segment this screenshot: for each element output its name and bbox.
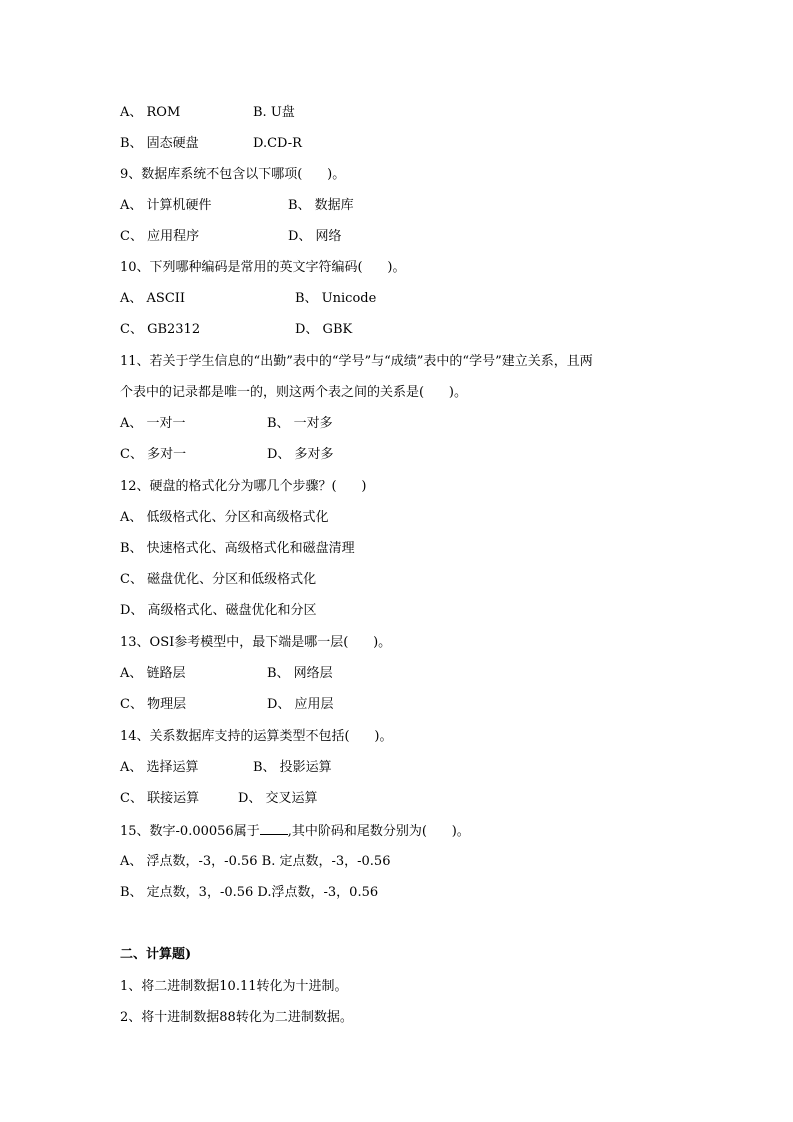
q8-option-a: A、 ROM [120,105,181,120]
q11-option-d: D、 多对多 [267,447,334,462]
q10-options-row-2 [120,320,353,340]
q14-option-d: D、 交叉运算 [238,791,318,806]
q15-stem-before: 15、数字-0.00056属于 [120,824,260,839]
q9-option-a: A、 计算机硬件 [120,198,212,213]
q14-options-row-1 [120,758,332,778]
q14-option-b: B、 投影运算 [253,760,332,775]
q12-option-d: D、 高级格式化、磁盘优化和分区 [120,603,317,618]
q15-stem-after: ,其中阶码和尾数分别为( )。 [287,824,470,839]
q8-option-c: B、 固态硬盘 [120,136,199,151]
q12-stem: 12、硬盘的格式化分为哪几个步骤？( ) [120,479,367,494]
q10-option-a: A、 ASCII [120,291,186,306]
q12-option-c: C、 磁盘优化、分区和低级格式化 [120,572,317,587]
q9-options-row-1 [120,196,354,216]
q15-options-line-b: B、 定点数，3，-0.56 D.浮点数，-3，0.56 [120,885,379,900]
calc-question-1: 1、将二进制数据10.11转化为十进制。 [120,979,348,994]
q9-option-c: C、 应用程序 [120,229,200,244]
q10-stem: 10、下列哪种编码是常用的英文字符编码( )。 [120,260,406,275]
q15-stem [120,821,470,841]
q14-option-c: C、 联接运算 [120,791,200,806]
q15-fill-blank [260,821,288,835]
q8-option-b: B. U盘 [253,105,295,120]
q11-option-a: A、 一对一 [120,416,186,431]
q15-options-line-a: A、 浮点数，-3，-0.56 B. 定点数，-3，-0.56 [120,854,391,869]
q13-option-a: A、 链路层 [120,666,186,681]
section-2-heading: 二、计算题) [120,947,192,962]
q13-option-b: B、 网络层 [267,666,333,681]
q8-option-d: D.CD-R [253,136,302,151]
q14-option-a: A、 选择运算 [120,760,199,775]
q13-stem: 13、OSI参考模型中，最下端是哪一层( )。 [120,635,392,650]
q8-options-row-2 [120,134,302,154]
q11-options-row-1 [120,414,333,434]
q11-option-c: C、 多对一 [120,447,187,462]
q10-options-row-1 [120,289,377,309]
q9-options-row-2 [120,227,342,247]
q13-option-d: D、 应用层 [267,697,334,712]
q9-option-b: B、 数据库 [288,198,354,213]
q10-option-c: C、 GB2312 [120,322,201,337]
q11-option-b: B、 一对多 [267,416,333,431]
q12-option-a: A、 低级格式化、分区和高级格式化 [120,510,329,525]
q8-options-row-1 [120,103,295,123]
q13-options-row-1 [120,664,333,684]
q13-options-row-2 [120,695,334,715]
q12-option-b: B、 快速格式化、高级格式化和磁盘清理 [120,541,355,556]
q9-stem: 9、数据库系统不包含以下哪项( )。 [120,167,346,182]
q10-option-b: B、 Unicode [295,291,377,306]
q13-option-c: C、 物理层 [120,697,187,712]
q11-stem-line-1: 11、若关于学生信息的“出勤”表中的“学号”与“成绩”表中的“学号”建立关系，且两 [120,354,593,369]
calc-question-2: 2、将十进制数据88转化为二进制数据。 [120,1010,353,1025]
q14-stem: 14、关系数据库支持的运算类型不包括( )。 [120,729,393,744]
q14-options-row-2 [120,789,318,809]
q11-stem-line-2: 个表中的记录都是唯一的，则这两个表之间的关系是( )。 [120,385,467,400]
q11-options-row-2 [120,445,334,465]
q9-option-d: D、 网络 [288,229,342,244]
q10-option-d: D、 GBK [295,322,353,337]
